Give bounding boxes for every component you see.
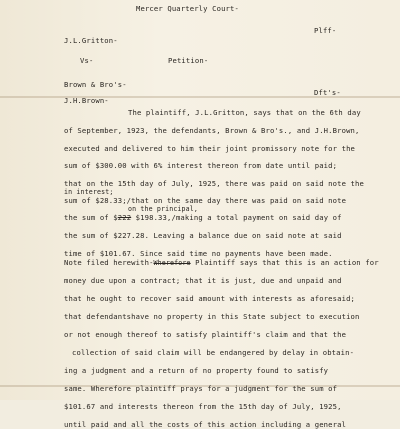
body-text: Plaintiff says that this is an action for [195, 258, 379, 267]
body-line: until paid and all the costs of this action including a general [64, 420, 347, 429]
defendant-name-1: Brown & Bro's- [64, 80, 127, 89]
interlineation: on the principal, [128, 205, 199, 213]
body-line: same. Wherefore plaintiff prays for a judgment for the sum of [64, 384, 338, 393]
court-name: Mercer Quarterly Court- [136, 4, 239, 13]
body-line: time of $101.67. Since said time no payments have been made. [64, 249, 333, 258]
plaintiff-role: Plff- [314, 26, 337, 35]
body-line: the sum of $227.28. Leaving a balance due on said note at said [64, 231, 342, 240]
body-line: of September, 1923, the defendants, Brown & Bro's., and J.H.Brown, [64, 126, 360, 135]
body-line: $101.67 and interests thereon from the 15th day of July, 1925, [64, 402, 342, 411]
versus: Vs- [80, 56, 94, 65]
struck-text: 222 [117, 213, 132, 222]
defendant-role: Dft's- [314, 88, 341, 97]
body-line: that defendantshave no property in this State subject to execution [64, 312, 360, 321]
body-line: executed and delivered to him their joint promissory note for the [64, 144, 356, 153]
body-line: that he ought to recover said amount with interests as aforesaid; [64, 294, 356, 303]
body-text: the sum of $ [64, 213, 118, 222]
body-line: ing a judgment and a return of no property found to satisfy [64, 366, 329, 375]
interlineation: in interest; [64, 188, 114, 196]
defendant-name-2: J.H.Brown- [64, 96, 109, 105]
body-line [64, 258, 379, 268]
body-text: $198.33,/making a total payment on said day of [135, 213, 342, 222]
body-line: collection of said claim will be endangered by delay in obtain- [72, 348, 355, 357]
plaintiff-name: J.L.Gritton- [64, 36, 118, 45]
body-line: or not enough thereof to satisfy plaintiff's claim and that the [64, 330, 347, 339]
body-line: sum of $300.00 with 6% interest thereon from date until paid; [64, 161, 338, 170]
struck-text: Wherefore [153, 259, 191, 267]
petition-title: Petition- [168, 56, 209, 65]
body-line [64, 213, 342, 222]
body-line: sum of $28.33;/that on the same day there was paid on said note [64, 196, 347, 205]
body-line: that on the 15th day of July, 1925, there was paid on said note the [64, 179, 364, 188]
body-text: Note filed herewith- [64, 258, 154, 267]
body-line: The plaintiff, J.L.Gritton, says that on the 6th day [128, 108, 361, 117]
body-line: money due upon a contract; that it is just, due and unpaid and [64, 276, 342, 285]
